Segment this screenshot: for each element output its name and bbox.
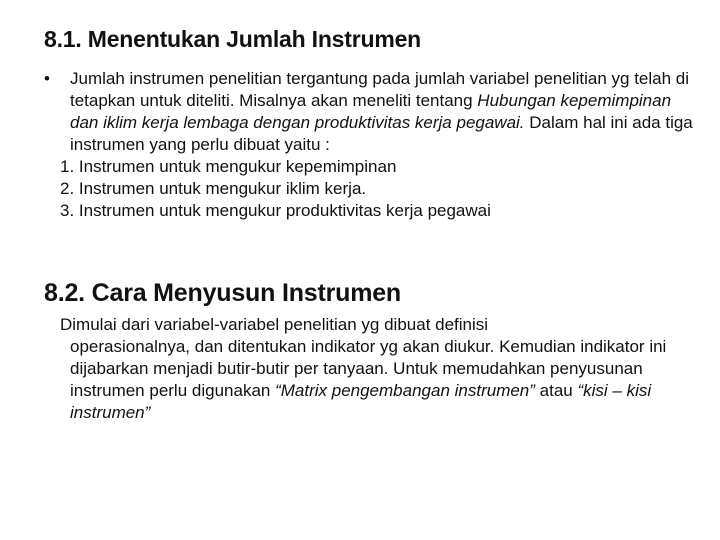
bullet-paragraph-tail: Dalam hal ini ada tiga instrumen yang perlu dibuat yaitu : bbox=[70, 113, 693, 154]
section-2-rest bbox=[60, 336, 686, 424]
bullet-paragraph-italic: Hubungan kepemimpinan dan iklim kerja lembaga dengan produktivitas kerja pegawai. bbox=[70, 91, 672, 132]
section-2-first-line: Dimulai dari variabel-variabel penelitian yg dibuat definisi bbox=[60, 315, 489, 334]
numbered-list bbox=[60, 156, 694, 222]
section-2-rest-mid: atau bbox=[534, 381, 578, 400]
section-2-italic-kisi: “kisi – kisi instrumen” bbox=[70, 381, 652, 422]
bullet-paragraph bbox=[70, 68, 694, 156]
section-2-italic-matrix: “Matrix pengembangan instrumen” bbox=[275, 381, 535, 400]
bullet-item bbox=[44, 68, 694, 156]
section-2-paragraph bbox=[60, 314, 686, 424]
section-2-title: 8.2. Cara Menyusun Instrumen bbox=[44, 279, 401, 307]
bullet-marker: • bbox=[44, 69, 50, 88]
numbered-item-3: 3. Instrumen untuk mengukur produktivitas kerja pegawai bbox=[60, 201, 491, 220]
numbered-item-2: 2. Instrumen untuk mengukur iklim kerja. bbox=[60, 179, 367, 198]
section-2-rest-plain: operasionalnya, dan ditentukan indikator yg akan diukur. Kemudian indikator ini dijabarkan menjadi butir-butir per tanyaan. Untuk memudahkan penyusunan instrumen perlu digunakan bbox=[70, 337, 667, 400]
section-1-content bbox=[44, 68, 694, 222]
bullet-paragraph-plain: Jumlah instrumen penelitian tergantung pada jumlah variabel penelitian yg telah di tetapkan untuk diteliti. Misalnya akan meneliti tentang bbox=[70, 69, 690, 110]
section-1-title: 8.1. Menentukan Jumlah Instrumen bbox=[44, 26, 422, 52]
numbered-item-1: 1. Instrumen untuk mengukur kepemimpinan bbox=[60, 157, 397, 176]
